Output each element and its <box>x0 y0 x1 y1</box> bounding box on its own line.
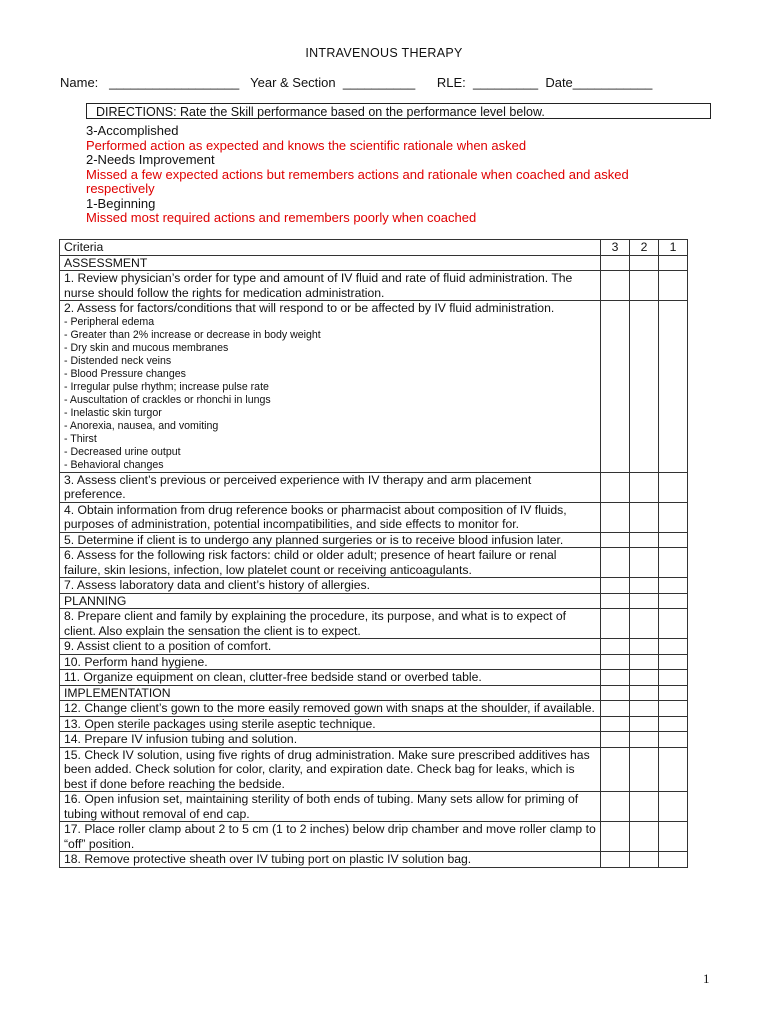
rating-cell[interactable] <box>630 822 659 852</box>
criteria-text: 12. Change client’s gown to the more easily removed gown with snaps at the shoulder, if available. <box>60 701 601 717</box>
rating-cell[interactable] <box>630 654 659 670</box>
table-row <box>60 578 688 594</box>
rating-cell[interactable] <box>601 670 630 686</box>
rating-cell[interactable] <box>630 732 659 748</box>
year-section-field[interactable]: __________ <box>342 75 416 90</box>
rating-cell[interactable] <box>601 502 630 532</box>
table-row <box>60 792 688 822</box>
rating-cell[interactable] <box>630 271 659 301</box>
page-number: 1 <box>703 971 710 986</box>
section-row <box>60 255 688 271</box>
rating-cell[interactable] <box>630 609 659 639</box>
table-row <box>60 732 688 748</box>
factor-item: - Irregular pulse rhythm; increase pulse rate <box>64 380 269 393</box>
factor-item: - Thirst <box>64 432 97 445</box>
rating-cell[interactable] <box>601 578 630 594</box>
criteria-text: 10. Perform hand hygiene. <box>60 654 601 670</box>
factor-item: - Inelastic skin turgor <box>64 406 162 419</box>
section-row <box>60 593 688 609</box>
rating-cell[interactable] <box>659 747 688 792</box>
table-row <box>60 548 688 578</box>
criteria-text: 5. Determine if client is to undergo any planned surgeries or is to receive blood infusion later. <box>60 532 601 548</box>
criteria-text: 7. Assess laboratory data and client’s history of allergies. <box>60 578 601 594</box>
rating-cell[interactable] <box>659 822 688 852</box>
table-row <box>60 654 688 670</box>
rating-cell[interactable] <box>601 548 630 578</box>
section-row <box>60 685 688 701</box>
rating-cell[interactable] <box>601 701 630 717</box>
rating-cell[interactable] <box>630 747 659 792</box>
criteria-text: 17. Place roller clamp about 2 to 5 cm (1 to 2 inches) below drip chamber and move roller clamp to “off” position. <box>60 822 601 852</box>
criteria-text: 18. Remove protective sheath over IV tubing port on plastic IV solution bag. <box>60 852 601 868</box>
rating-cell[interactable] <box>601 852 630 868</box>
rating-cell[interactable] <box>659 472 688 502</box>
rating-cell[interactable] <box>659 639 688 655</box>
table-row <box>60 670 688 686</box>
factor-item: - Peripheral edema <box>64 315 155 328</box>
rating-cell[interactable] <box>659 578 688 594</box>
factor-item: - Dry skin and mucous membranes <box>64 341 229 354</box>
rating-cell[interactable] <box>630 716 659 732</box>
rating-cell[interactable] <box>601 609 630 639</box>
performance-levels <box>86 124 686 226</box>
level-description: Missed a few expected actions but remembers actions and rationale when coached and asked respectively <box>86 166 629 196</box>
rating-cell[interactable] <box>630 852 659 868</box>
criteria-text: 6. Assess for the following risk factors: child or older adult; presence of heart failure or renal failure, skin lesions, infection, low platelet count or receiving anticoagulants. <box>60 548 601 578</box>
rating-cell[interactable] <box>601 822 630 852</box>
criteria-text: 11. Organize equipment on clean, clutter-free bedside stand or overbed table. <box>60 670 601 686</box>
factor-item: - Distended neck veins <box>64 354 172 367</box>
name-label: Name: <box>60 75 99 90</box>
factor-item: - Anorexia, nausea, and vomiting <box>64 419 219 432</box>
factor-item: - Decreased urine output <box>64 445 181 458</box>
section-heading: IMPLEMENTATION <box>60 685 601 701</box>
criteria-text: 1. Review physician’s order for type and amount of IV fluid and rate of fluid administration. The nurse should follow the rights for medication administration. <box>60 271 601 301</box>
rle-label: RLE: <box>436 75 466 90</box>
rating-cell[interactable] <box>659 532 688 548</box>
level-description: Missed most required actions and remembers poorly when coached <box>86 210 477 225</box>
level-description: Performed action as expected and knows the scientific rationale when asked <box>86 137 527 153</box>
rating-cell[interactable] <box>630 472 659 502</box>
section-heading: PLANNING <box>60 593 601 609</box>
rating-cell[interactable] <box>630 685 659 701</box>
factor-item: - Auscultation of crackles or rhonchi in lungs <box>64 393 271 406</box>
criteria-header: Criteria <box>60 240 601 256</box>
table-row <box>60 472 688 502</box>
table-row <box>60 502 688 532</box>
rating-cell[interactable] <box>601 716 630 732</box>
level-label: 1-Beginning <box>86 195 156 211</box>
rating-cell[interactable] <box>601 593 630 609</box>
criteria-text: 15. Check IV solution, using five rights of drug administration. Make sure prescribed additives has been added. Check solution for color, clarity, and expiration date. Check bag for leaks, which is best if done before reaching the bedside. <box>60 747 601 792</box>
table-row <box>60 639 688 655</box>
rating-cell[interactable] <box>659 255 688 271</box>
rating-cell[interactable] <box>659 502 688 532</box>
rating-cell[interactable] <box>601 472 630 502</box>
criteria-text: 9. Assist client to a position of comfort. <box>60 639 601 655</box>
rle-field[interactable]: _________ <box>473 75 539 90</box>
criteria-text: 13. Open sterile packages using sterile aseptic technique. <box>60 716 601 732</box>
rating-cell[interactable] <box>659 548 688 578</box>
rating-cell[interactable] <box>630 301 659 473</box>
table-row <box>60 822 688 852</box>
table-row <box>60 532 688 548</box>
rating-cell[interactable] <box>630 639 659 655</box>
factor-item: - Blood Pressure changes <box>64 367 186 380</box>
rating-cell[interactable] <box>659 716 688 732</box>
student-info-line <box>60 75 710 90</box>
criteria-text: 8. Prepare client and family by explaining the procedure, its purpose, and what is to expect of client. Also explain the sensation the client is to expect. <box>60 609 601 639</box>
rating-cell[interactable] <box>659 732 688 748</box>
rating-cell[interactable] <box>601 685 630 701</box>
rating-cell[interactable] <box>601 532 630 548</box>
rating-cell[interactable] <box>601 301 630 473</box>
page-title: INTRAVENOUS THERAPY <box>305 46 463 60</box>
table-header-row <box>60 240 688 256</box>
rating-cell[interactable] <box>659 701 688 717</box>
table-row <box>60 852 688 868</box>
table-row <box>60 747 688 792</box>
level-label: 3-Accomplished <box>86 123 179 138</box>
rating-cell[interactable] <box>630 701 659 717</box>
year-section-label: Year & Section <box>250 75 336 90</box>
table-row <box>60 301 688 473</box>
rating-cell[interactable] <box>659 301 688 473</box>
rating-cell[interactable] <box>601 792 630 822</box>
criteria-cell <box>60 301 601 473</box>
rating-cell[interactable] <box>630 593 659 609</box>
rating-cell[interactable] <box>630 670 659 686</box>
rating-cell[interactable] <box>630 255 659 271</box>
criteria-text: 14. Prepare IV infusion tubing and solution. <box>60 732 601 748</box>
table-row <box>60 716 688 732</box>
evaluation-table <box>59 239 688 868</box>
table-row <box>60 609 688 639</box>
rating-cell[interactable] <box>601 747 630 792</box>
level-label: 2-Needs Improvement <box>86 152 215 167</box>
rating-3-header: 3 <box>601 240 630 256</box>
date-field[interactable]: ___________ <box>572 75 653 90</box>
table-row <box>60 271 688 301</box>
rating-cell[interactable] <box>601 255 630 271</box>
table-row <box>60 701 688 717</box>
criteria-text: 16. Open infusion set, maintaining sterility of both ends of tubing. Many sets allow for priming of tubing without removal of end cap. <box>60 792 601 822</box>
rating-cell[interactable] <box>630 792 659 822</box>
rating-cell[interactable] <box>659 593 688 609</box>
rating-1-header: 1 <box>659 240 688 256</box>
rating-cell[interactable] <box>601 271 630 301</box>
rating-cell[interactable] <box>630 532 659 548</box>
rating-cell[interactable] <box>659 654 688 670</box>
rating-cell[interactable] <box>659 852 688 868</box>
rating-cell[interactable] <box>659 670 688 686</box>
rating-cell[interactable] <box>659 609 688 639</box>
rating-2-header: 2 <box>630 240 659 256</box>
factor-item: - Greater than 2% increase or decrease in body weight <box>64 328 321 341</box>
rating-cell[interactable] <box>601 654 630 670</box>
rating-cell[interactable] <box>630 548 659 578</box>
rating-cell[interactable] <box>630 578 659 594</box>
rating-cell[interactable] <box>630 502 659 532</box>
name-field[interactable]: __________________ <box>109 75 240 90</box>
rating-cell[interactable] <box>601 639 630 655</box>
rating-cell[interactable] <box>659 685 688 701</box>
date-label: Date <box>545 75 573 90</box>
criteria-text: 2. Assess for factors/conditions that will respond to or be affected by IV fluid administration. <box>64 301 555 315</box>
rating-cell[interactable] <box>659 271 688 301</box>
criteria-text: 4. Obtain information from drug reference books or pharmacist about composition of IV fluids, purposes of administration, potential incompatibilities, and side effects to monitor for. <box>60 502 601 532</box>
directions-box: DIRECTIONS: Rate the Skill performance based on the performance level below. <box>86 103 711 119</box>
section-heading: ASSESSMENT <box>60 255 601 271</box>
rating-cell[interactable] <box>659 792 688 822</box>
factor-item: - Behavioral changes <box>64 458 164 471</box>
rating-cell[interactable] <box>601 732 630 748</box>
criteria-text: 3. Assess client’s previous or perceived experience with IV therapy and arm placement preference. <box>60 472 601 502</box>
